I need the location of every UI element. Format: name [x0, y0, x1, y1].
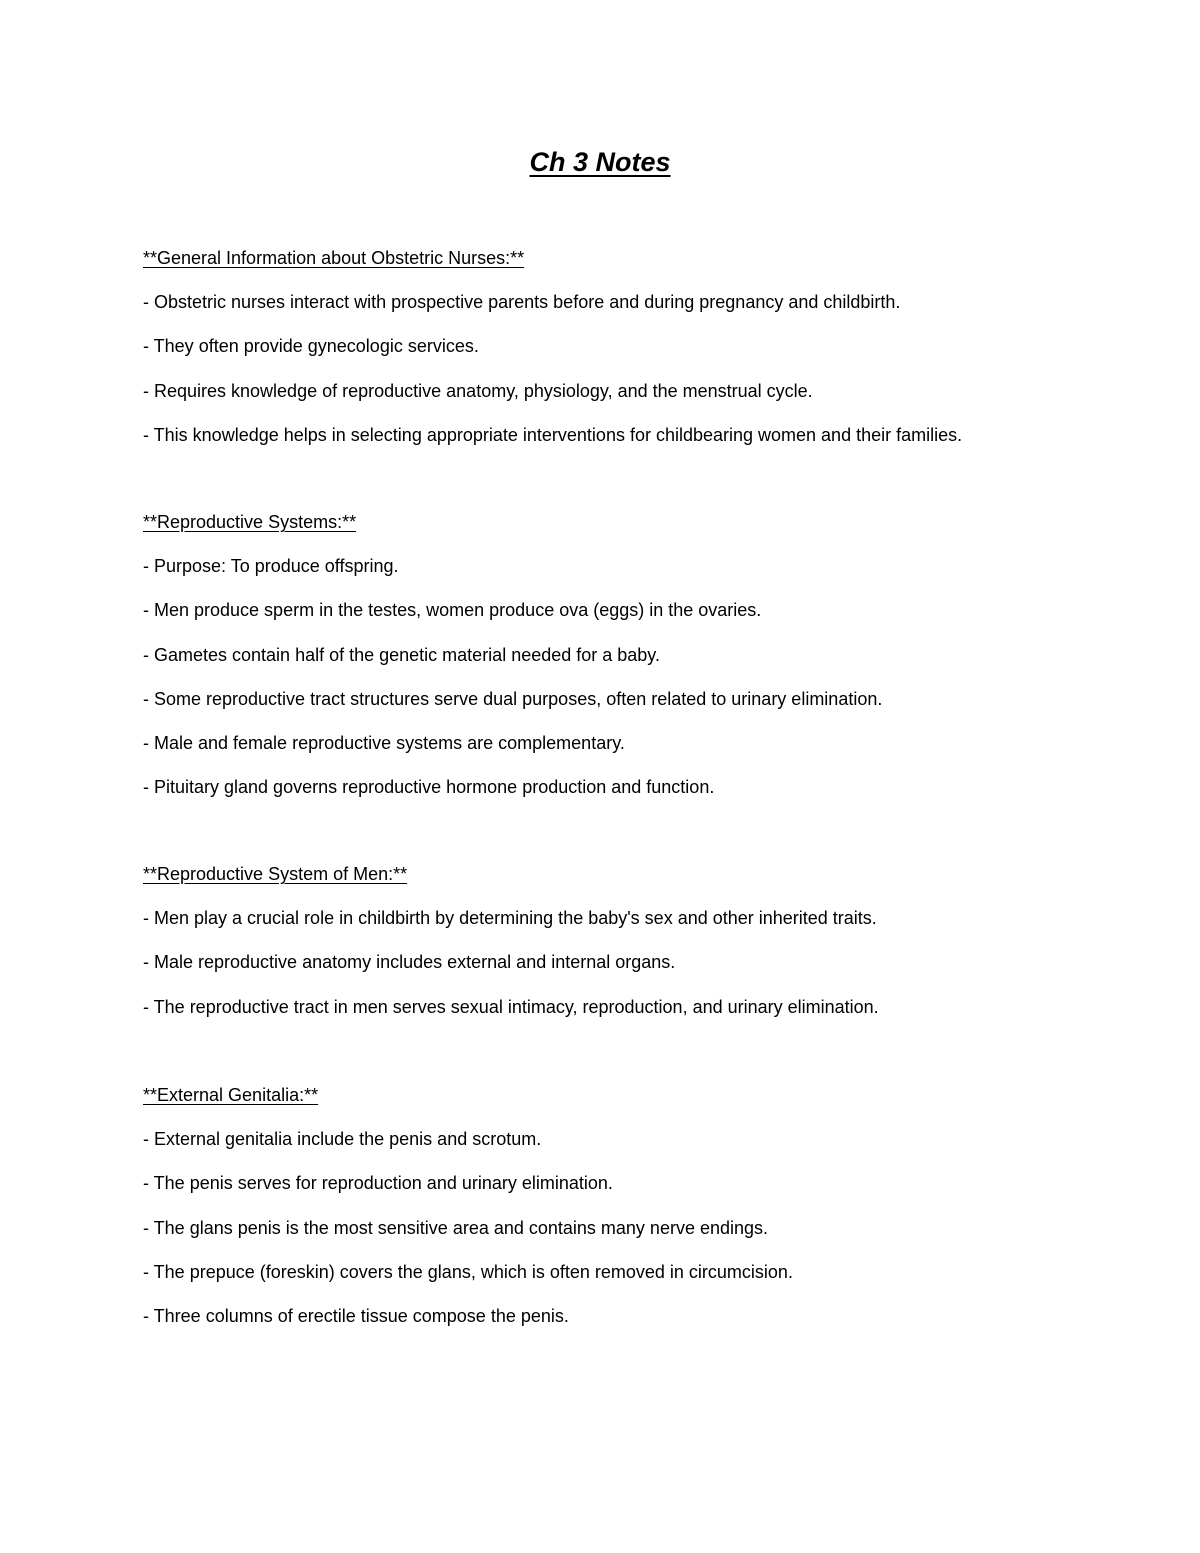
bullet-item: - Men play a crucial role in childbirth by determining the baby's sex and other inherited traits. [143, 908, 877, 928]
bullet-item: - Gametes contain half of the genetic material needed for a baby. [143, 644, 660, 665]
bullet-item: - Requires knowledge of reproductive anatomy, physiology, and the menstrual cycle. [143, 380, 813, 401]
bullet-item: - The glans penis is the most sensitive area and contains many nerve endings. [143, 1217, 769, 1238]
bullet-item: - Obstetric nurses interact with prospective parents before and during pregnancy and childbirth. [143, 292, 901, 312]
section-reproductive-systems [143, 510, 1143, 820]
bullet-item: - Purpose: To produce offspring. [143, 556, 399, 576]
bullet-item: - Male and female reproductive systems are complementary. [143, 733, 625, 754]
bullet-item: - External genitalia include the penis and scrotum. [143, 1129, 542, 1149]
bullet-item: - Three columns of erectile tissue compose the penis. [143, 1306, 569, 1327]
section-heading: **External Genitalia:** [143, 1085, 319, 1105]
bullet-item: - The prepuce (foreskin) covers the glans, which is often removed in circumcision. [143, 1261, 793, 1282]
section-heading: **Reproductive System of Men:** [143, 864, 408, 884]
bullet-item: - Some reproductive tract structures serve dual purposes, often related to urinary elimination. [143, 688, 883, 709]
section-reproductive-system-of-men [143, 862, 1143, 1039]
bullet-item: - Men produce sperm in the testes, women produce ova (eggs) in the ovaries. [143, 600, 762, 621]
bullet-item: - This knowledge helps in selecting appropriate interventions for childbearing women and their families. [143, 424, 963, 445]
section-external-genitalia [143, 1083, 1143, 1348]
section-heading: **General Information about Obstetric Nurses:** [143, 248, 525, 268]
section-heading: **Reproductive Systems:** [143, 512, 357, 532]
section-general-information [143, 246, 1143, 467]
bullet-item: - They often provide gynecologic services. [143, 336, 479, 357]
bullet-item: - The penis serves for reproduction and urinary elimination. [143, 1173, 613, 1194]
bullet-item: - Pituitary gland governs reproductive hormone production and function. [143, 777, 715, 798]
page-title: Ch 3 Notes [529, 147, 671, 177]
bullet-item: - The reproductive tract in men serves sexual intimacy, reproduction, and urinary elimination. [143, 996, 879, 1017]
bullet-item: - Male reproductive anatomy includes external and internal organs. [143, 952, 676, 973]
